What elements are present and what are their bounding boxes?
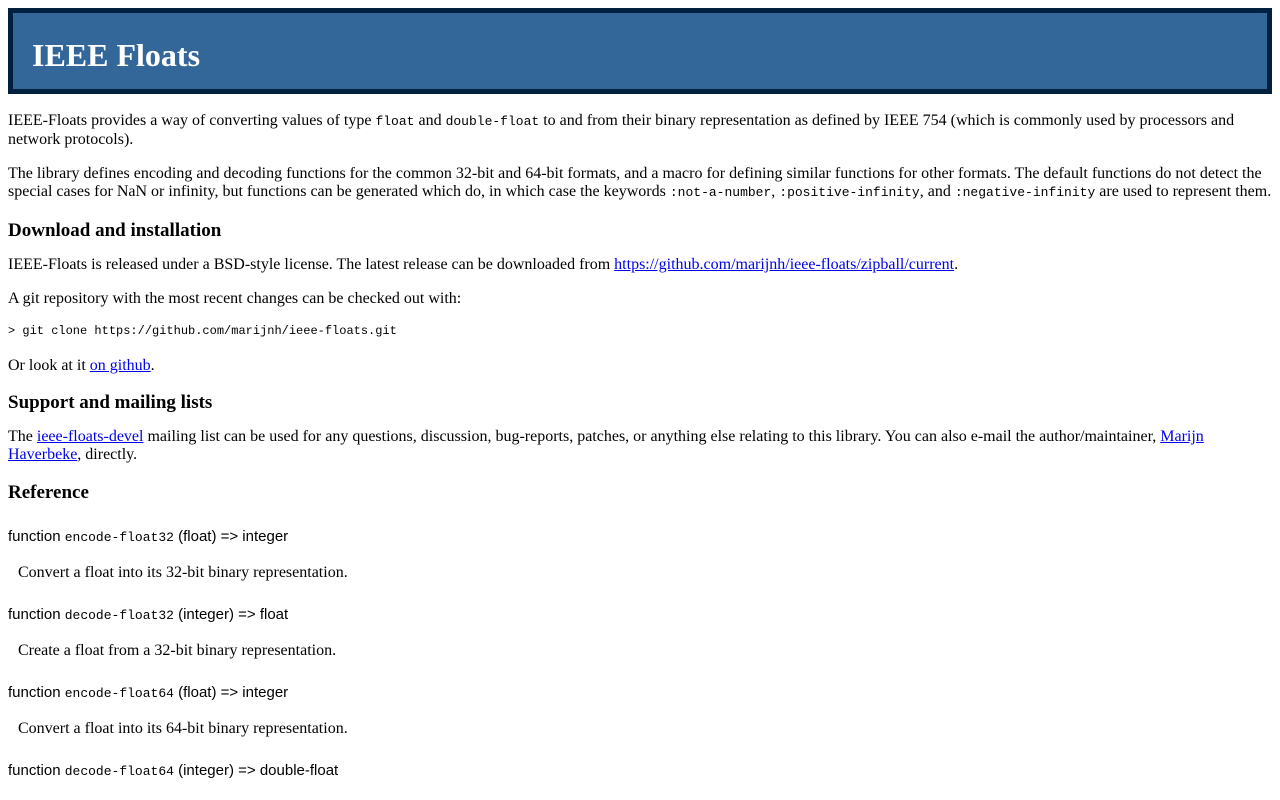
function-type: (float) => integer: [178, 528, 289, 545]
author-email-link[interactable]: Marijn Haverbeke: [8, 428, 1204, 463]
function-signature: [8, 762, 1272, 781]
function-keyword: function: [8, 762, 61, 779]
support-heading: Support and mailing lists: [8, 392, 213, 413]
support-text: mailing list can be used for any questions, discussion, bug-reports, patches, or anything else relating to this library. You can also e-mail the author/maintainer,: [143, 428, 1161, 445]
git-clone-command: > git clone https://github.com/marijnh/ieee-floats.git: [8, 324, 397, 338]
function-list: [8, 528, 1272, 781]
library-text: ,: [771, 183, 780, 200]
code-not-a-number: :not-a-number: [669, 185, 772, 200]
download-heading: Download and installation: [8, 220, 222, 241]
reference-heading: Reference: [8, 482, 89, 503]
function-description: Convert a float into its 64-bit binary representation.: [18, 720, 348, 737]
support-text: , directly.: [77, 446, 138, 463]
intro-text: to and from their binary representation as defined by IEEE 754 (which is commonly used by processors and network protocols).: [8, 112, 1235, 148]
function-signature: [8, 528, 1272, 547]
license-text: .: [954, 256, 959, 273]
intro-text: and: [414, 112, 446, 129]
github-paragraph: [8, 357, 1272, 375]
function-signature: [8, 606, 1272, 625]
function-type: (integer) => double-float: [178, 762, 339, 779]
function-keyword: function: [8, 606, 61, 623]
function-keyword: function: [8, 528, 61, 545]
library-text: are used to represent them.: [1095, 183, 1272, 200]
library-paragraph: [8, 165, 1272, 202]
code-double-float: double-float: [445, 114, 540, 129]
code-positive-infinity: :positive-infinity: [779, 185, 920, 200]
mailing-list-paragraph: [8, 428, 1272, 464]
function-type: (integer) => float: [178, 606, 289, 623]
function-name: decode-float64: [64, 764, 174, 779]
function-name: encode-float32: [64, 530, 174, 545]
support-text: The: [8, 428, 37, 445]
github-text: .: [150, 357, 155, 374]
mailing-list-link[interactable]: ieee-floats-devel: [36, 428, 144, 445]
function-keyword: function: [8, 684, 61, 701]
license-text: IEEE-Floats is released under a BSD-style license. The latest release can be downloaded from: [8, 256, 615, 273]
function-type: (float) => integer: [178, 684, 289, 701]
page-header: [8, 8, 1272, 94]
license-paragraph: [8, 256, 1272, 274]
github-text: Or look at it: [8, 357, 90, 374]
function-name: decode-float32: [64, 608, 174, 623]
github-link[interactable]: on github: [89, 357, 151, 374]
function-description: Convert a float into its 32-bit binary representation.: [18, 564, 348, 581]
intro-text: IEEE-Floats provides a way of converting values of type: [8, 112, 376, 129]
function-description: Create a float from a 32-bit binary representation.: [18, 642, 337, 659]
library-text: The library defines encoding and decoding functions for the common 32-bit and 64-bit formats, and a macro for defining similar functions for other formats. The default functions do not detect the special cases for NaN or infinity, but functions can be generated which do, in which case the keywords: [8, 165, 1262, 200]
page-title: IEEE Floats: [32, 37, 201, 73]
code-negative-infinity: :negative-infinity: [954, 185, 1096, 200]
library-text: , and: [919, 183, 955, 200]
function-name: encode-float64: [64, 686, 174, 701]
function-signature: [8, 684, 1272, 703]
code-float: float: [375, 114, 415, 129]
intro-paragraph: [8, 112, 1272, 149]
git-paragraph: A git repository with the most recent changes can be checked out with:: [8, 290, 462, 307]
release-download-link[interactable]: https://github.com/marijnh/ieee-floats/zipball/current: [614, 256, 955, 273]
